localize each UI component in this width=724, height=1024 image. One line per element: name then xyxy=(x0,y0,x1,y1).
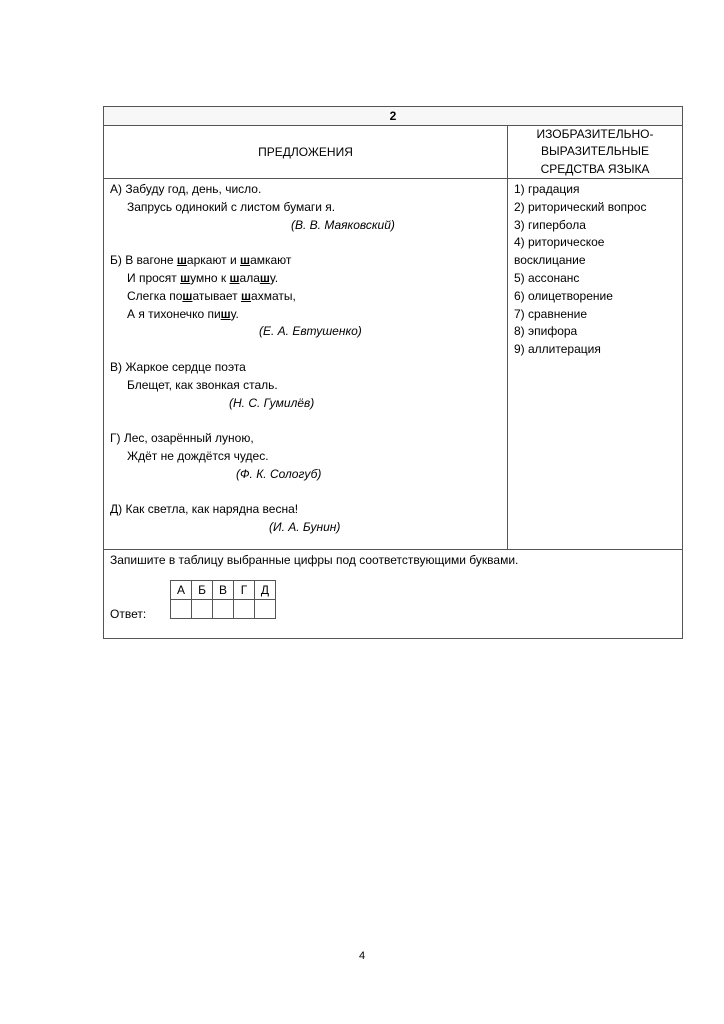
answer-letter: Б xyxy=(192,581,213,600)
means-item: 8) эпифора xyxy=(514,324,578,339)
header-sentences: ПРЕДЛОЖЕНИЯ xyxy=(104,126,508,178)
answer-cell-d[interactable] xyxy=(255,600,276,619)
sentence-g-line2: Ждёт не дождётся чудес. xyxy=(127,448,269,463)
answer-table xyxy=(170,580,276,619)
means-item: 9) аллитерация xyxy=(514,342,601,357)
means-item: 2) риторический вопрос xyxy=(514,199,647,214)
emphasized-sound: ш xyxy=(240,253,251,268)
header-means-line: ИЗОБРАЗИТЕЛЬНО- xyxy=(536,126,654,141)
task-table xyxy=(103,106,683,639)
means-item: 6) олицетворение xyxy=(514,288,613,303)
sentence-g-author: (Ф. К. Сологуб) xyxy=(236,466,322,481)
answer-cell-v[interactable] xyxy=(213,600,234,619)
emphasized-sound: ш xyxy=(176,253,187,268)
answer-letter: В xyxy=(213,581,234,600)
answer-cell-g[interactable] xyxy=(234,600,255,619)
sentence-b-line4: А я тихонечко пишу. xyxy=(127,306,239,321)
page-number: 4 xyxy=(358,950,366,962)
header-means-line: СРЕДСТВА ЯЗЫКА xyxy=(540,161,650,176)
header-means xyxy=(508,126,682,178)
answer-cell-b[interactable] xyxy=(192,600,213,619)
sentence-a-line2: Запрусь одинокий с листом бумаги я. xyxy=(127,199,336,214)
emphasized-sound: ш xyxy=(241,288,252,303)
instruction-text: Запишите в таблицу выбранные цифры под соответствующими буквами. xyxy=(110,553,519,567)
answer-letter: А xyxy=(171,581,192,600)
sentence-d-author: (И. А. Бунин) xyxy=(269,520,341,535)
header-means-line: ВЫРАЗИТЕЛЬНЫЕ xyxy=(541,144,649,159)
emphasized-sound: ш xyxy=(180,270,191,285)
means-item: 5) ассонанс xyxy=(514,270,580,285)
sentence-v-line2: Блещет, как звонкая сталь. xyxy=(127,377,278,392)
means-item: 3) гипербола xyxy=(514,217,586,232)
sentence-b-author: (Е. А. Евтушенко) xyxy=(259,324,362,339)
task-number: 2 xyxy=(104,107,682,125)
answer-section xyxy=(104,550,682,638)
task-number-row xyxy=(104,107,682,125)
emphasized-sound: ш xyxy=(229,270,240,285)
emphasized-sound: ш xyxy=(182,288,193,303)
sentences-list xyxy=(104,179,508,549)
means-item: 1) градация xyxy=(514,182,580,196)
sentence-b-line1: Б) В вагоне шаркают и шамкают xyxy=(110,253,292,268)
answer-label: Ответ: xyxy=(110,607,147,621)
sentence-a-author: (В. В. Маяковский) xyxy=(291,217,395,232)
sentence-b-line2: И просят шумно к шалашу. xyxy=(127,270,279,285)
means-list xyxy=(508,179,682,549)
means-item: восклицание xyxy=(514,253,586,268)
sentence-g-line1: Г) Лес, озарённый луною, xyxy=(110,431,254,446)
content-row xyxy=(104,178,682,549)
emphasized-sound: ш xyxy=(259,270,270,285)
answer-cell-a[interactable] xyxy=(171,600,192,619)
sentence-d-line1: Д) Как светла, как нарядна весна! xyxy=(110,502,299,517)
sentence-v-author: (Н. С. Гумилёв) xyxy=(229,395,315,410)
sentence-a-line1: А) Забуду год, день, число. xyxy=(110,182,262,196)
footer-row xyxy=(104,549,682,638)
emphasized-sound: ш xyxy=(220,306,231,321)
header-row xyxy=(104,125,682,178)
sentence-v-line1: В) Жаркое сердце поэта xyxy=(110,359,246,374)
means-item: 7) сравнение xyxy=(514,306,588,321)
means-item: 4) риторическое xyxy=(514,235,605,250)
sentence-b-line3: Слегка пошатывает шахматы, xyxy=(127,288,296,303)
answer-letter: Д xyxy=(255,581,276,600)
answer-letter: Г xyxy=(234,581,255,600)
